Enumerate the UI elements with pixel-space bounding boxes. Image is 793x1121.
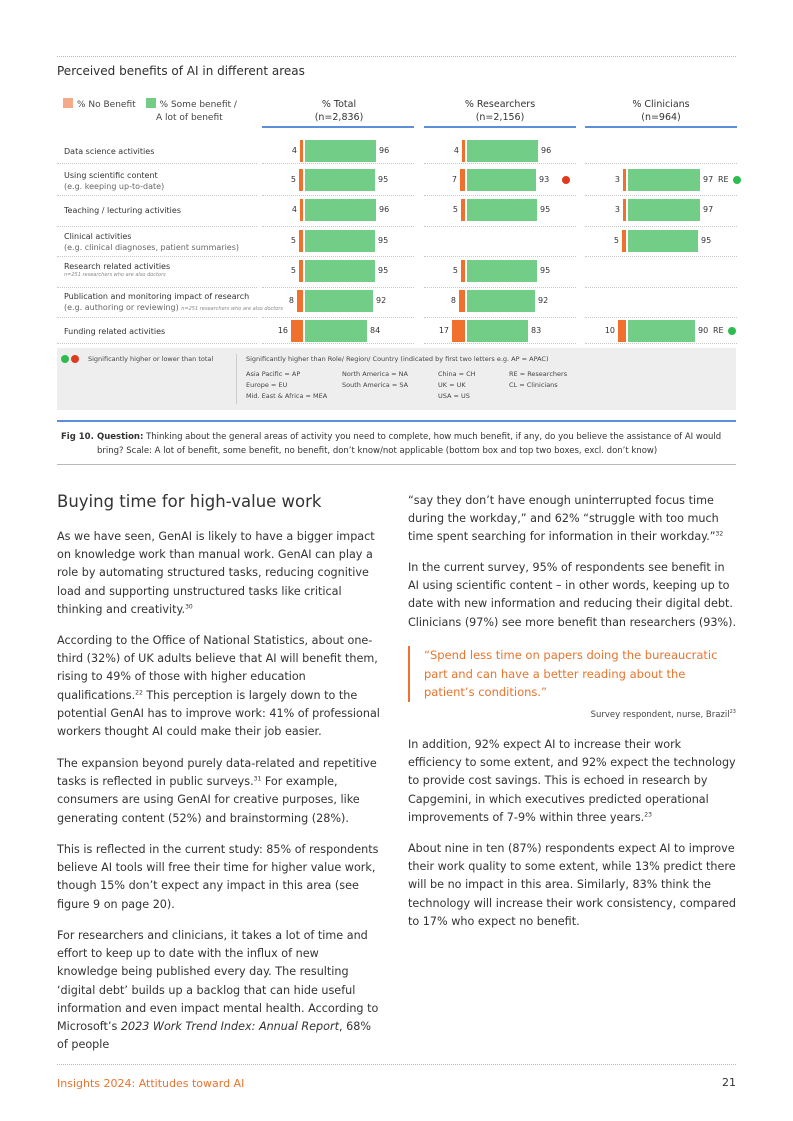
para-text: According to the Office of National Statistics, about one-third (32%) of UK adults believe that AI will benefit them, rising to 49% of those with higher education qualifications. xyxy=(57,634,378,702)
pull-quote: “Spend less time on papers doing the bureaucratic part and can have a better reading about the patient’s conditions.” xyxy=(408,646,728,702)
value-no-benefit: 8 xyxy=(450,296,456,305)
bar-some-benefit xyxy=(467,290,535,312)
footnote-ref: 31 xyxy=(253,775,262,783)
value-no-benefit: 5 xyxy=(290,175,296,184)
col-n: (n=2,836) xyxy=(314,112,364,123)
bar-some-benefit xyxy=(305,290,373,312)
sig-key-col-1 xyxy=(246,369,327,402)
bar-no-benefit xyxy=(300,199,303,221)
sig-tag: RE xyxy=(718,175,729,184)
value-no-benefit: 3 xyxy=(614,175,620,184)
col-underline-clinicians xyxy=(585,126,737,128)
sig-key-item: China = CH xyxy=(438,370,476,378)
value-no-benefit: 8 xyxy=(288,296,294,305)
value-no-benefit: 5 xyxy=(290,236,296,245)
bar-some-benefit xyxy=(305,260,375,282)
sig-key-item: USA = US xyxy=(438,392,470,400)
value-some-benefit: 90 xyxy=(698,326,709,335)
para-text: This perception is largely down to the potential GenAI has to improve work: 41% of professional workers thought AI could make their job easier. xyxy=(57,688,380,739)
cell-separator xyxy=(424,317,576,318)
bar-no-benefit xyxy=(299,169,303,191)
cell-separator xyxy=(262,195,414,196)
sig-tag: RE xyxy=(713,326,724,335)
bar-some-benefit xyxy=(467,169,536,191)
row-label-6: Publication and monitoring impact of research (e.g. authoring or reviewing) n=251 researchers who are also doctors xyxy=(64,292,283,312)
footnote-ref: 23 xyxy=(644,811,652,819)
value-some-benefit: 95 xyxy=(540,205,551,214)
bar-some-benefit xyxy=(467,260,537,282)
bar-some-benefit xyxy=(305,140,376,162)
quote-source-text: Survey respondent, nurse, Brazil xyxy=(590,709,730,720)
bar-no-benefit xyxy=(297,290,303,312)
bar-no-benefit xyxy=(291,320,303,342)
right-paragraph-4: About nine in ten (87%) respondents expect AI to improve their work quality to some extent, while 13% predict there will be no impact in this area. Similarly, 83% think the technology will increase their work consistency, compared to 17% who expect no benefit. xyxy=(408,842,736,928)
value-some-benefit: 97 xyxy=(703,205,714,214)
footnote-ref: 23 xyxy=(729,709,736,715)
cell-separator xyxy=(585,256,737,257)
sig-note: Significantly higher or lower than total xyxy=(88,355,214,363)
cell-separator xyxy=(424,226,576,227)
sig-key-col-4 xyxy=(509,369,567,391)
cell-separator xyxy=(424,287,576,288)
value-some-benefit: 92 xyxy=(538,296,549,305)
cell-separator xyxy=(262,226,414,227)
row-label-2: Using scientific content (e.g. keeping up-to-date) xyxy=(64,171,165,191)
row-separator xyxy=(57,195,257,196)
value-no-benefit: 7 xyxy=(451,175,457,184)
left-paragraph-3 xyxy=(57,755,380,828)
left-paragraph-5 xyxy=(57,927,380,1054)
value-some-benefit: 84 xyxy=(370,326,381,335)
bar-no-benefit xyxy=(452,320,465,342)
footnote-ref: 30 xyxy=(185,603,193,611)
para-text: As we have seen, GenAI is likely to have a bigger impact on knowledge work than manual work. GenAI can play a role by automating structured tasks, reducing cognitive load and supporting unstructured tasks like critical thinking and creativity. xyxy=(57,530,375,616)
right-paragraph-3 xyxy=(408,736,738,827)
sig-key-item: South America = SA xyxy=(342,381,409,389)
legend-swatch-some-benefit xyxy=(146,98,156,108)
cell-separator xyxy=(585,287,737,288)
cell-separator xyxy=(262,343,414,344)
value-no-benefit: 16 xyxy=(277,326,288,335)
bar-no-benefit xyxy=(299,230,303,252)
sig-divider xyxy=(236,354,237,404)
caption-label: Fig 10. xyxy=(61,432,94,442)
caption-question-label: Question: xyxy=(97,432,144,442)
col-n: (n=964) xyxy=(641,112,681,123)
left-paragraph-1 xyxy=(57,528,380,619)
sig-red-dot-icon xyxy=(562,176,570,184)
significance-key xyxy=(57,348,736,410)
value-some-benefit: 95 xyxy=(701,236,712,245)
value-some-benefit: 95 xyxy=(378,266,389,275)
para-text: For researchers and clinicians, it takes a lot of time and effort to keep up to date with the influx of new knowledge being published every day. The resulting ‘digital debt’ builds up a backlog that can hide useful information and even impact mental health. According to Microsoft’s xyxy=(57,929,379,1034)
row-separator xyxy=(57,343,257,344)
para-text: For example, consumers are using GenAI for creative purposes, like generating content (52%) and brainstorming (28%). xyxy=(57,775,360,825)
bar-some-benefit xyxy=(467,320,528,342)
cell-separator xyxy=(424,343,576,344)
footer-rule xyxy=(57,1064,736,1065)
bar-some-benefit xyxy=(467,199,537,221)
bar-no-benefit xyxy=(300,140,303,162)
row-label-1: Data science activities xyxy=(64,147,155,156)
col-underline-researchers xyxy=(424,126,576,128)
value-no-benefit: 4 xyxy=(291,146,297,155)
row-label-5: Research related activities n=251 researchers who are also doctors xyxy=(64,262,171,278)
para-text: , 68% of people xyxy=(57,1020,371,1052)
value-some-benefit: 95 xyxy=(378,236,389,245)
cell-separator xyxy=(585,317,737,318)
cell-separator xyxy=(424,163,576,164)
row-separator xyxy=(57,287,257,288)
bar-no-benefit xyxy=(461,199,465,221)
legend-swatch-no-benefit xyxy=(63,98,73,108)
right-paragraph-2: In the current survey, 95% of respondents see benefit in AI using scientific content – in other words, keeping up to date with new information and reducing their digital debt. Clinicians (97%) see more benefit than researchers (93%). xyxy=(408,561,736,629)
page-number: 21 xyxy=(722,1076,736,1089)
value-some-benefit: 96 xyxy=(379,205,390,214)
chart-legend xyxy=(63,98,237,125)
cell-separator xyxy=(585,195,737,196)
col-title: % Total xyxy=(321,99,357,110)
bar-no-benefit xyxy=(461,260,465,282)
figure-title: Perceived benefits of AI in different areas xyxy=(57,64,305,78)
bar-no-benefit xyxy=(299,260,303,282)
value-no-benefit: 5 xyxy=(452,205,458,214)
cell-separator xyxy=(585,226,737,227)
value-some-benefit: 93 xyxy=(539,175,550,184)
report-title: 2023 Work Trend Index: Annual Report xyxy=(120,1020,339,1034)
sig-key-item: UK = UK xyxy=(438,381,466,389)
cell-separator xyxy=(585,163,737,164)
value-some-benefit: 95 xyxy=(540,266,551,275)
bar-no-benefit xyxy=(623,199,626,221)
sig-red-dot-icon xyxy=(71,355,79,363)
value-no-benefit: 5 xyxy=(613,236,619,245)
section-title: Buying time for high-value work xyxy=(57,492,322,511)
row-label-7: Funding related activities xyxy=(64,327,166,336)
left-paragraph-2 xyxy=(57,632,380,741)
legend-label-some-benefit: % Some benefit / xyxy=(159,100,237,110)
value-some-benefit: 96 xyxy=(541,146,552,155)
value-some-benefit: 92 xyxy=(376,296,387,305)
sig-key-col-3 xyxy=(438,369,476,402)
sig-key-item: RE = Researchers xyxy=(509,370,568,378)
sig-key-item: Mid. East & Africa = MEA xyxy=(246,392,328,400)
value-some-benefit: 97 xyxy=(703,175,714,184)
bar-some-benefit xyxy=(628,230,698,252)
bar-some-benefit xyxy=(628,199,700,221)
bar-no-benefit xyxy=(623,169,626,191)
cell-separator xyxy=(262,287,414,288)
sig-green-dot-icon xyxy=(733,176,741,184)
figure-caption xyxy=(57,420,736,465)
value-some-benefit: 83 xyxy=(531,326,542,335)
col-title: % Clinicians xyxy=(632,99,690,110)
row-separator xyxy=(57,163,257,164)
quote-source xyxy=(408,709,736,720)
bar-some-benefit xyxy=(305,169,375,191)
bar-some-benefit xyxy=(628,169,700,191)
row-label-3: Teaching / lecturing activities xyxy=(64,206,181,215)
legend-label-no-benefit: % No Benefit xyxy=(77,100,136,110)
bar-no-benefit xyxy=(618,320,626,342)
footnote-ref: 22 xyxy=(135,688,143,696)
bar-no-benefit xyxy=(462,140,465,162)
para-text: “say they don’t have enough uninterrupted focus time during the workday,” and 62% “struggle with too much time spent searching for information in their workday.” xyxy=(408,494,719,544)
value-some-benefit: 95 xyxy=(378,175,389,184)
cell-separator xyxy=(262,256,414,257)
top-rule xyxy=(57,56,736,57)
col-head-clinicians xyxy=(584,98,738,124)
value-no-benefit: 3 xyxy=(614,205,620,214)
value-no-benefit: 10 xyxy=(604,326,615,335)
col-n: (n=2,156) xyxy=(475,112,525,123)
value-no-benefit: 5 xyxy=(452,266,458,275)
sig-header: Significantly higher than Role/ Region/ Country (indicated by first two letters e.g. AP = APAC) xyxy=(246,355,549,363)
col-head-total xyxy=(262,98,416,124)
bar-no-benefit xyxy=(460,169,465,191)
value-no-benefit: 4 xyxy=(291,205,297,214)
sig-key-item: North America = NA xyxy=(342,370,408,378)
para-text: The expansion beyond purely data-related and repetitive tasks is reflected in public surveys. xyxy=(57,757,377,789)
bar-no-benefit xyxy=(622,230,626,252)
value-some-benefit: 96 xyxy=(379,146,390,155)
value-no-benefit: 17 xyxy=(438,326,449,335)
right-paragraph-1 xyxy=(408,492,738,547)
sig-green-dot-icon xyxy=(61,355,69,363)
cell-separator xyxy=(262,317,414,318)
row-separator xyxy=(57,317,257,318)
sig-key-item: CL = Clinicians xyxy=(509,381,558,389)
sig-key-col-2 xyxy=(342,369,408,391)
value-no-benefit: 5 xyxy=(290,266,296,275)
row-separator xyxy=(57,256,257,257)
sig-green-dot-icon xyxy=(728,327,736,335)
bar-some-benefit xyxy=(467,140,538,162)
bar-no-benefit xyxy=(459,290,465,312)
left-paragraph-4: This is reflected in the current study: 85% of respondents believe AI tools will free their time for higher value work, though 15% don’t expect any impact in this area (see figure 9 on page 20). xyxy=(57,843,379,911)
cell-separator xyxy=(262,163,414,164)
value-no-benefit: 4 xyxy=(453,146,459,155)
footnote-ref: 32 xyxy=(715,530,724,538)
para-text: In addition, 92% expect AI to increase their work efficiency to some extent, and 92% expect the technology to provide cost savings. This is echoed in research by Capgemini, in which executives predicted operational improvements of 7-9% within three years. xyxy=(408,738,736,824)
bar-some-benefit xyxy=(628,320,695,342)
bar-some-benefit xyxy=(305,199,376,221)
legend-label-some-benefit-2: A lot of benefit xyxy=(156,113,223,123)
cell-separator xyxy=(424,195,576,196)
row-separator xyxy=(57,226,257,227)
cell-separator xyxy=(424,256,576,257)
row-label-4: Clinical activities (e.g. clinical diagnoses, patient summaries) xyxy=(64,232,240,252)
caption-text: Thinking about the general areas of activity you need to complete, how much benefit, if any, do you believe the assistance of AI would bring? Scale: A lot of benefit, some benefit, no benefit, don’t know/not applicable (bottom box and top two boxes, excl. don’t know) xyxy=(97,432,722,456)
sig-key-item: Asia Pacific = AP xyxy=(246,370,301,378)
cell-separator xyxy=(585,343,737,344)
bar-some-benefit xyxy=(305,230,375,252)
col-title: % Researchers xyxy=(464,99,536,110)
col-head-researchers xyxy=(423,98,577,124)
col-underline-total xyxy=(262,126,414,128)
sig-key-item: Europe = EU xyxy=(246,381,288,389)
bar-some-benefit xyxy=(305,320,367,342)
footer-title: Insights 2024: Attitudes toward AI xyxy=(57,1077,245,1090)
